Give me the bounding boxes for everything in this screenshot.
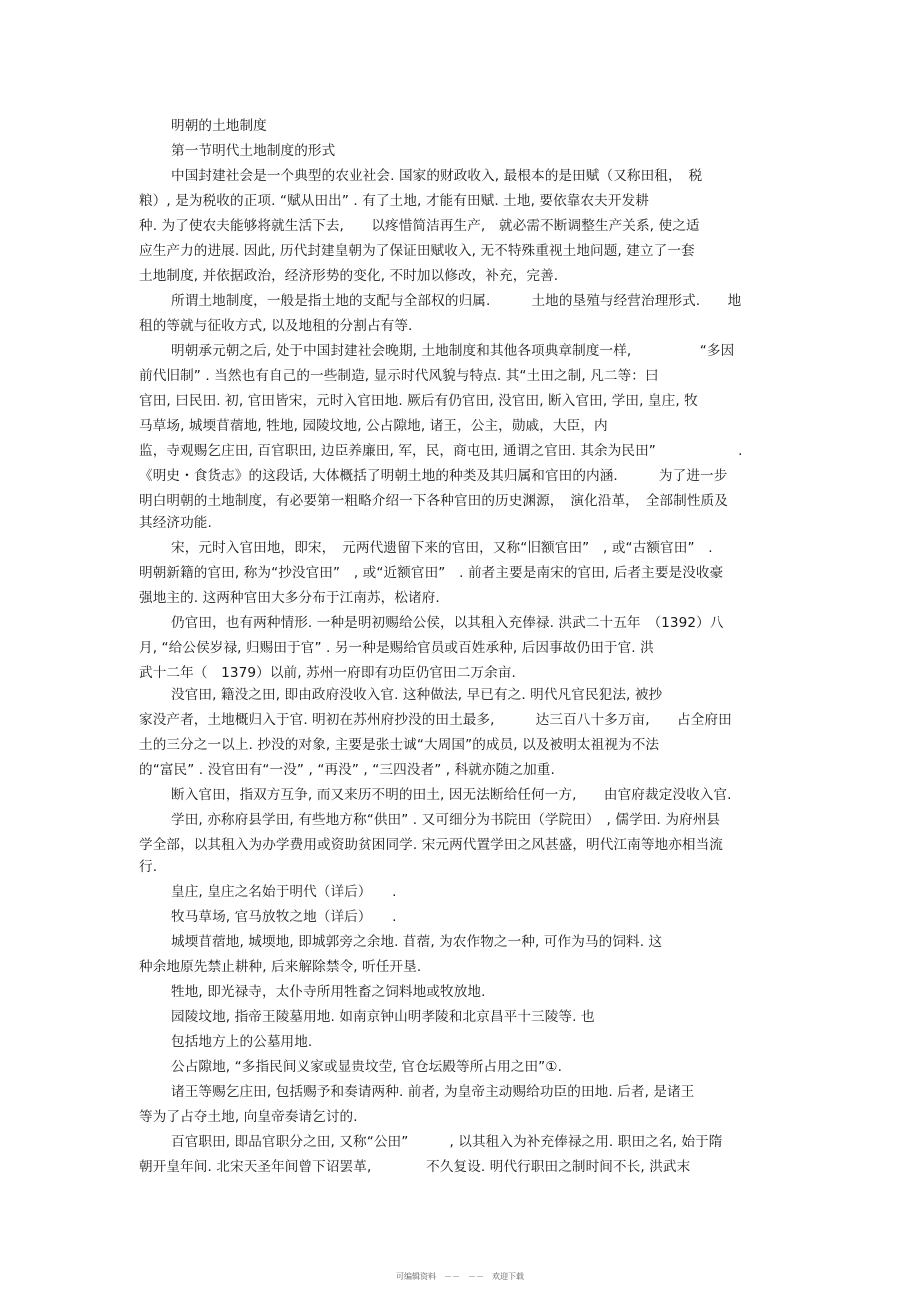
text-line: 明朝新籍的官田, 称为“抄没官田” , 或“近额官田” . 前者主要是南宋的官田, 后者主要是没收豪: [139, 565, 724, 581]
text-line: 土的三分之一以上. 抄没的对象, 主要是张士诚“大周国”的成员, 以及被明太祖视为不法: [139, 737, 660, 753]
text-line: 应生产力的进展. 因此, 历代封建皇朝为了保证田赋收入, 无不特殊重视土地问题, 建立了一套: [139, 243, 695, 259]
text-line: 学全部，以其租入为办学费用或资助贫困同学. 宋元两代置学田之风甚盛，明代江南等地亦相当流: [139, 837, 723, 853]
text-line: 没官田, 籍没之田, 即由政府没收入官. 这种做法, 早已有之. 明代凡官民犯法, 被抄: [171, 687, 663, 703]
text-line: 百官职田, 即品官职分之田, 又称“公田” , 以其租入为补充俸禄之用. 职田之名, 始于隋: [171, 1134, 723, 1150]
text-line: 其经济功能.: [139, 515, 212, 531]
doc-title: 明朝的土地制度: [171, 118, 267, 134]
text-line: 武十二年（ 1379）以前, 苏州一府即有功臣仍官田二万余亩.: [139, 665, 516, 681]
text-line: 家没产者，土地概归入于官. 明初在苏州府抄没的田土最多, 达三百八十多万亩, 占全府田: [139, 712, 732, 728]
text-line: 宋，元时入官田地，即宋， 元两代遗留下来的官田，又称“旧额官田” , 或“古额官田” .: [171, 540, 713, 556]
page-footer: 可编辑资料 －－ －－ 欢迎下载: [396, 1272, 524, 1281]
text-line: 公占隙地, “多指民间义家或显贵坟茔, 官仓坛殿等所占用之田”①.: [171, 1059, 563, 1075]
text-line: 官田, 曰民田. 初, 官田皆宋，元时入官田地. 厥后有仍官田, 没官田, 断入官田, 学田, 皇庄, 牧: [139, 393, 698, 409]
text-line: 土地制度, 并依据政治，经济形势的变化, 不时加以修改，补充，完善.: [139, 268, 559, 284]
text-line: 朝开皇年间. 北宋天圣年间曾下诏罢革, 不久复设. 明代行职田之制时间不长, 洪武末: [139, 1159, 691, 1175]
text-line: 仍官田，也有两种情形. 一种是明初赐给公侯，以其租入充俸禄. 洪武二十五年 （1392）八: [171, 615, 724, 631]
text-line: 城堧苜蓿地, 城堧地, 即城郭旁之余地. 苜蓿, 为农作物之一种, 可作为马的饲料. 这: [171, 934, 663, 950]
text-line: 的“富民” . 没官田有“一没” , “再没” , “三四没者” , 科就亦随之加重.: [139, 762, 555, 778]
text-line: 租的等就与征收方式, 以及地租的分割占有等.: [139, 318, 413, 334]
text-line: 马草场, 城堧苜蓿地, 牲地, 园陵坟地, 公占隙地, 诸王，公主，勋戚，大臣，内: [139, 418, 608, 434]
text-line: 前代旧制” . 当然也有自己的一些制造, 显示时代风貌与特点. 其“土田之制, 凡二等：曰: [139, 368, 659, 384]
text-line: 皇庄, 皇庄之名始于明代（详后） .: [171, 884, 397, 900]
text-line: 诸王等赐乞庄田, 包括赐予和奏请两种. 前者, 为皇帝主动赐给功臣的田地. 后者, 是诸王: [171, 1084, 695, 1100]
text-line: 包括地方上的公墓用地.: [171, 1034, 313, 1050]
text-line: 月, “给公侯岁禄, 归赐田于官” . 另一种是赐给官员或百姓承种, 后因事故仍田于官. 洪: [139, 640, 654, 656]
section-heading: 第一节明代土地制度的形式: [171, 143, 336, 159]
text-line: 强地主的. 这两种官田大多分布于江南苏，松诸府.: [139, 590, 440, 606]
text-line: 粮）, 是为税收的正项. “赋从田出” . 有了土地, 才能有田赋. 土地, 要依靠农夫开发耕: [139, 193, 649, 209]
text-line: 明朝承元朝之后, 处于中国封建社会晚期, 土地制度和其他各项典章制度一样, “多因: [171, 343, 735, 359]
text-line: 牧马草场, 官马放牧之地（详后） .: [171, 909, 397, 925]
text-line: 明白明朝的土地制度，有必要第一粗略介绍一下各种官田的历史渊源， 演化沿革， 全部制性质及: [139, 493, 728, 509]
text-line: 监，寺观赐乞庄田, 百官职田, 边臣养廉田, 军，民，商屯田, 通谓之官田. 其余为民田” .: [139, 443, 743, 459]
text-line: 所谓土地制度，一般是指土地的支配与全部权的归属. 土地的垦殖与经营治理形式. 地: [171, 293, 742, 309]
text-line: 学田, 亦称府县学田, 有些地方称“供田” . 又可细分为书院田（学院田） , 儒学田. 为府州县: [171, 812, 721, 828]
text-line: 中国封建社会是一个典型的农业社会. 国家的财政收入, 最根本的是田赋（又称田租， 税: [171, 168, 703, 184]
text-line: 园陵坟地, 指帝王陵墓用地. 如南京钟山明孝陵和北京昌平十三陵等. 也: [171, 1009, 595, 1025]
text-line: 种余地原先禁止耕种, 后来解除禁令, 听任开垦.: [139, 959, 422, 975]
text-line: 种. 为了使农夫能够将就生活下去, 以疼惜简洁再生产, 就必需不断调整生产关系, 使之适: [139, 218, 700, 234]
text-line: 行.: [139, 859, 158, 875]
text-line: 《明史・食货志》的这段话, 大体概括了明朝土地的种类及其归属和官田的内涵. 为了进一步: [139, 468, 728, 484]
text-line: 牲地, 即光禄寺，太仆寺所用牲畜之饲料地或牧放地.: [171, 984, 486, 1000]
text-line: 断入官田，指双方互争, 而又来历不明的田土, 因无法断给任何一方, 由官府裁定没收入官.: [171, 787, 732, 803]
text-line: 等为了占夺土地, 向皇帝奏请乞讨的.: [139, 1109, 358, 1125]
